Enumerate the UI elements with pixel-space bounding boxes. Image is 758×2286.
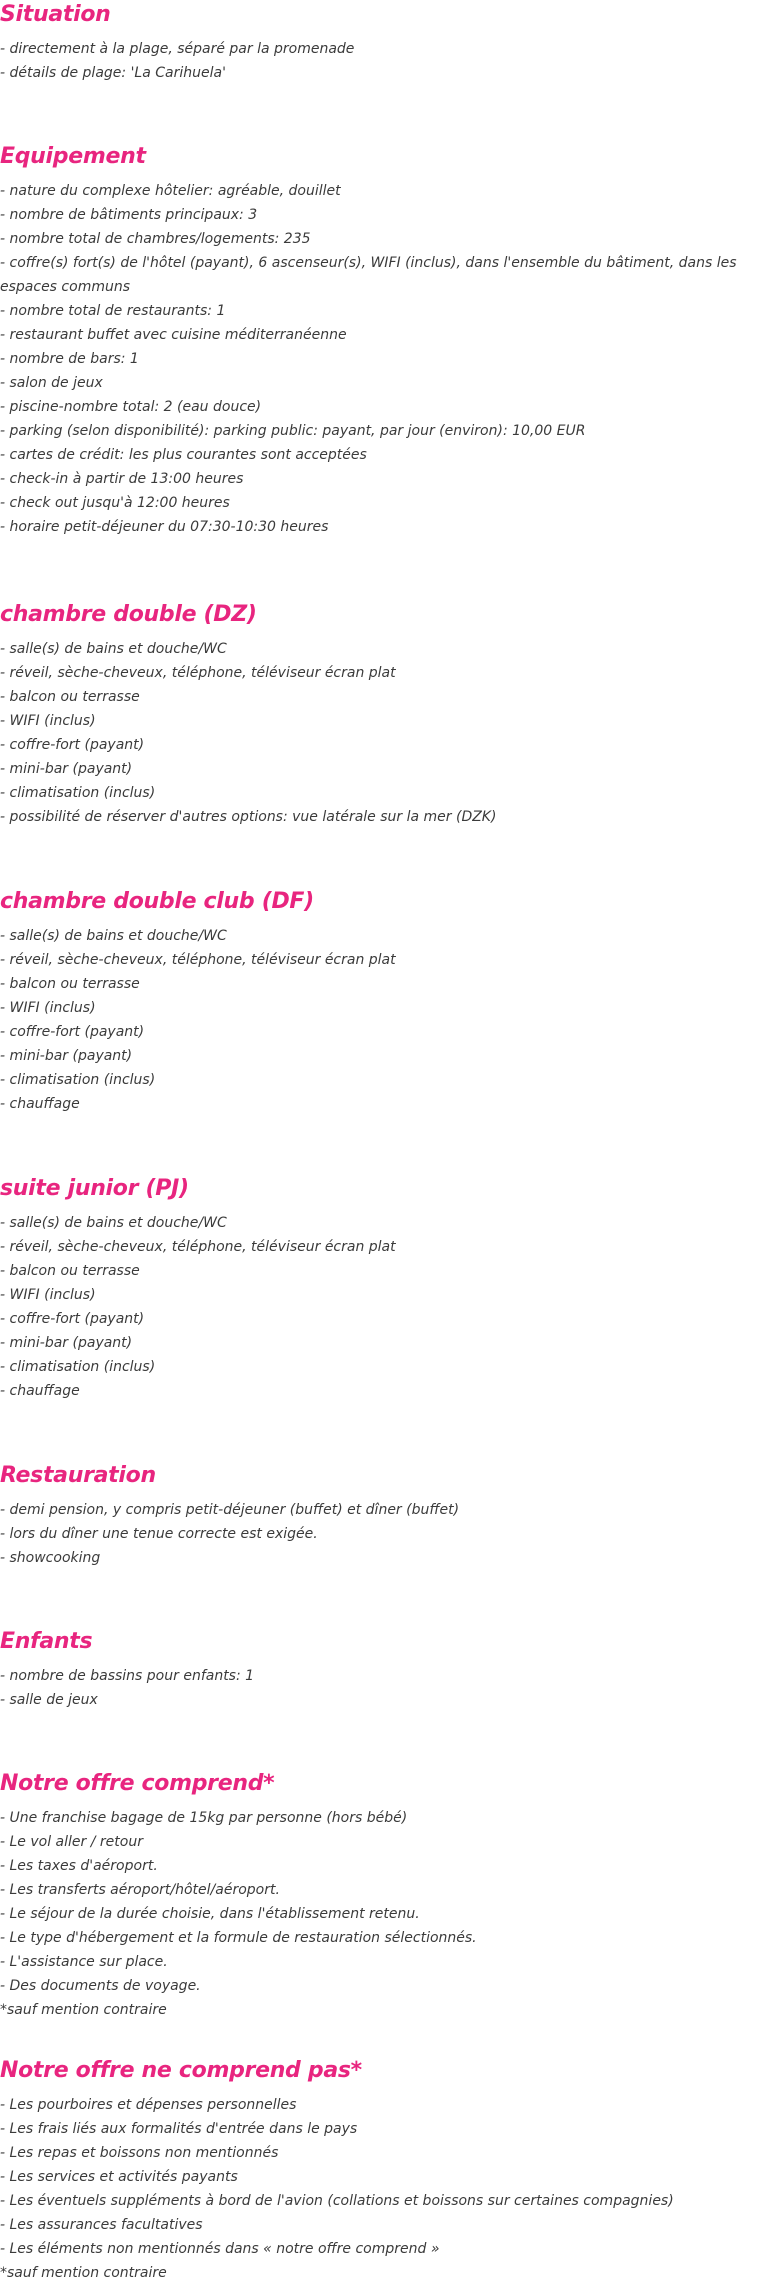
list-item: - Une franchise bagage de 15kg par personne (hors bébé): [0, 1810, 408, 1826]
section-title: Notre offre comprend*: [0, 1771, 275, 1796]
list-item: - horaire petit-déjeuner du 07:30-10:30 heures: [0, 519, 329, 535]
section-title: chambre double club (DF): [0, 889, 314, 914]
list-item: - détails de plage: 'La Carihuela': [0, 65, 226, 81]
section-restauration: [0, 1461, 758, 1627]
item-list: [0, 924, 758, 1116]
list-item: - Les éventuels suppléments à bord de l'avion (collations et boissons sur certaines compagnies): [0, 2193, 674, 2209]
list-item: - Les taxes d'aéroport.: [0, 1858, 158, 1874]
list-item: - check out jusqu'à 12:00 heures: [0, 495, 230, 511]
list-item: - balcon ou terrasse: [0, 1263, 140, 1279]
item-list: [0, 1498, 758, 1570]
section-title: chambre double (DZ): [0, 602, 257, 627]
footnote: *sauf mention contraire: [0, 2265, 167, 2281]
list-item: - réveil, sèche-cheveux, téléphone, téléviseur écran plat: [0, 665, 396, 681]
list-item: - chauffage: [0, 1096, 80, 1112]
list-item: - coffre-fort (payant): [0, 1311, 145, 1327]
list-item: - Les assurances facultatives: [0, 2217, 203, 2233]
list-item: - nombre total de chambres/logements: 235: [0, 231, 311, 247]
list-item: - balcon ou terrasse: [0, 689, 140, 705]
list-item: - WIFI (inclus): [0, 713, 96, 729]
section-title: Restauration: [0, 1463, 156, 1488]
list-item: - nombre de bars: 1: [0, 351, 139, 367]
section-enfants: [0, 1627, 758, 1769]
list-item: - WIFI (inclus): [0, 1287, 96, 1303]
section-offre-ne-comprend-pas: [0, 2056, 758, 2285]
section-offre-comprend: [0, 1769, 758, 2056]
section-title: Equipement: [0, 144, 146, 169]
section-situation: [0, 0, 758, 142]
list-item: - coffre-fort (payant): [0, 1024, 145, 1040]
list-item: - Les pourboires et dépenses personnelles: [0, 2097, 297, 2113]
list-item: - chauffage: [0, 1383, 80, 1399]
list-item: - mini-bar (payant): [0, 1335, 133, 1351]
list-item: - possibilité de réserver d'autres options: vue latérale sur la mer (DZK): [0, 809, 497, 825]
list-item: - WIFI (inclus): [0, 1000, 96, 1016]
list-item: - coffre-fort (payant): [0, 737, 145, 753]
list-item: - Les services et activités payants: [0, 2169, 238, 2185]
section-title: Enfants: [0, 1629, 93, 1654]
list-item: - climatisation (inclus): [0, 785, 156, 801]
section-chambre-double-club: [0, 887, 758, 1174]
list-item: - lors du dîner une tenue correcte est exigée.: [0, 1526, 318, 1542]
footnote: *sauf mention contraire: [0, 2002, 167, 2018]
list-item: - parking (selon disponibilité): parking public: payant, par jour (environ): 10,00 EUR: [0, 423, 586, 439]
list-item: - piscine-nombre total: 2 (eau douce): [0, 399, 262, 415]
list-item: - salle de jeux: [0, 1692, 98, 1708]
list-item: - demi pension, y compris petit-déjeuner (buffet) et dîner (buffet): [0, 1502, 460, 1518]
list-item: - cartes de crédit: les plus courantes sont acceptées: [0, 447, 367, 463]
list-item: - Les éléments non mentionnés dans « notre offre comprend »: [0, 2241, 440, 2257]
item-list: [0, 179, 758, 539]
section-suite-junior: [0, 1174, 758, 1461]
list-item: - Les transferts aéroport/hôtel/aéroport.: [0, 1882, 280, 1898]
item-list: [0, 1211, 758, 1403]
list-item: - nombre de bassins pour enfants: 1: [0, 1668, 255, 1684]
list-item: - nombre total de restaurants: 1: [0, 303, 226, 319]
list-item: - Des documents de voyage.: [0, 1978, 201, 1994]
item-list: [0, 637, 758, 829]
section-chambre-double: [0, 600, 758, 887]
section-title: Notre offre ne comprend pas*: [0, 2058, 362, 2083]
list-item: - restaurant buffet avec cuisine méditerranéenne: [0, 327, 347, 343]
list-item: - check-in à partir de 13:00 heures: [0, 471, 244, 487]
list-item: - Le vol aller / retour: [0, 1834, 143, 1850]
list-item: - salle(s) de bains et douche/WC: [0, 928, 227, 944]
list-item: - nombre de bâtiments principaux: 3: [0, 207, 258, 223]
list-item: - réveil, sèche-cheveux, téléphone, téléviseur écran plat: [0, 952, 396, 968]
item-list: [0, 2093, 758, 2285]
list-item: - mini-bar (payant): [0, 761, 133, 777]
list-item: - Les repas et boissons non mentionnés: [0, 2145, 279, 2161]
list-item: - Les frais liés aux formalités d'entrée dans le pays: [0, 2121, 358, 2137]
list-item: - Le type d'hébergement et la formule de restauration sélectionnés.: [0, 1930, 477, 1946]
list-item: - climatisation (inclus): [0, 1072, 156, 1088]
list-item: - showcooking: [0, 1550, 101, 1566]
item-list: [0, 1806, 758, 2022]
item-list: [0, 37, 758, 85]
list-item: - coffre(s) fort(s) de l'hôtel (payant), 6 ascenseur(s), WIFI (inclus), dans l'ensemble du bâtiment, dans les espaces communs: [0, 255, 737, 295]
list-item: - directement à la plage, séparé par la promenade: [0, 41, 355, 57]
section-title: suite junior (PJ): [0, 1176, 189, 1201]
list-item: - salle(s) de bains et douche/WC: [0, 1215, 227, 1231]
list-item: - nature du complexe hôtelier: agréable, douillet: [0, 183, 341, 199]
list-item: - L'assistance sur place.: [0, 1954, 168, 1970]
list-item: - Le séjour de la durée choisie, dans l'établissement retenu.: [0, 1906, 420, 1922]
item-list: [0, 1664, 758, 1712]
list-item: - salon de jeux: [0, 375, 103, 391]
list-item: - réveil, sèche-cheveux, téléphone, téléviseur écran plat: [0, 1239, 396, 1255]
section-title: Situation: [0, 2, 111, 27]
section-equipement: [0, 142, 758, 600]
list-item: - salle(s) de bains et douche/WC: [0, 641, 227, 657]
list-item: - mini-bar (payant): [0, 1048, 133, 1064]
list-item: - climatisation (inclus): [0, 1359, 156, 1375]
list-item: - balcon ou terrasse: [0, 976, 140, 992]
